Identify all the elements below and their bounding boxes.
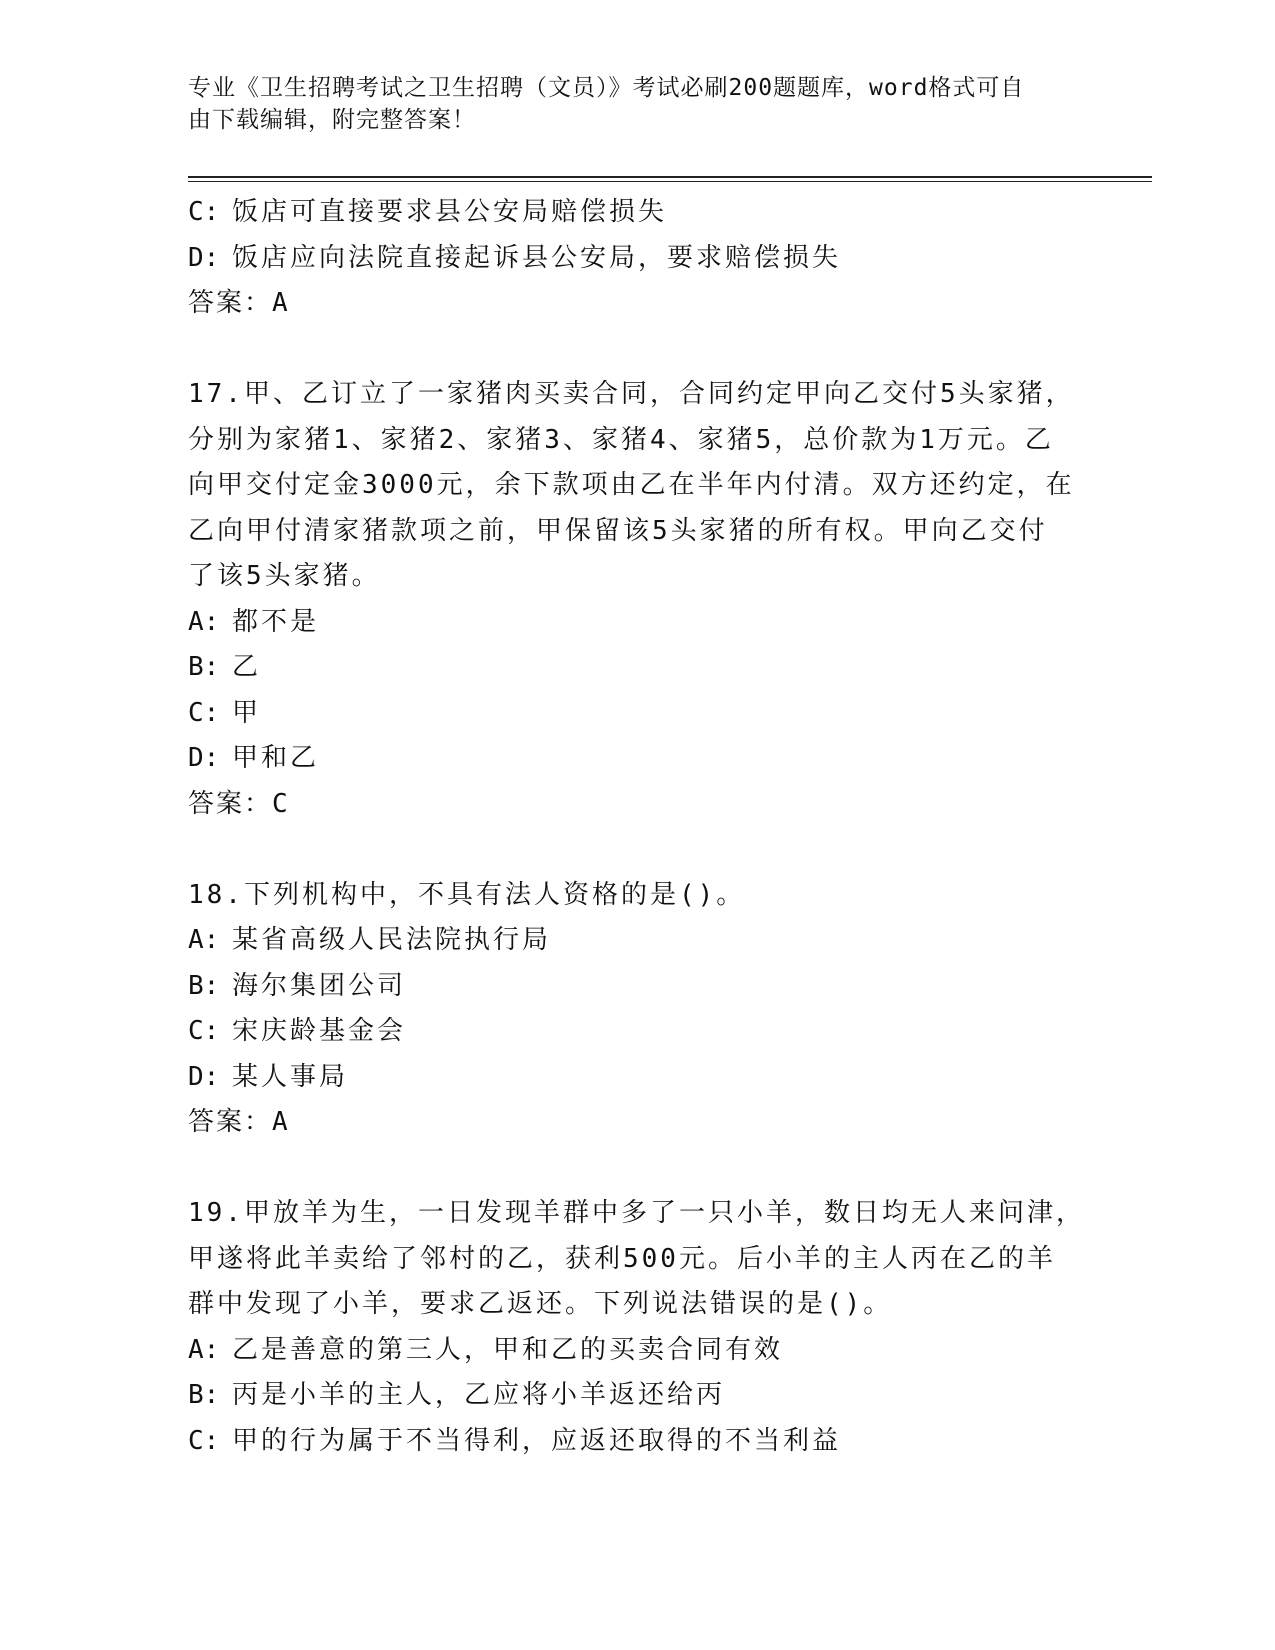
- question-17-line-2: 分别为家猪1、家猪2、家猪3、家猪4、家猪5，总价款为1万元。乙: [188, 424, 1054, 455]
- answer-prev: 答案：A: [188, 288, 290, 318]
- question-18-option-d: D: 某人事局: [188, 1061, 349, 1092]
- question-19-option-a: A: 乙是善意的第三人，甲和乙的买卖合同有效: [188, 1334, 784, 1365]
- question-17-line-1: 17.甲、乙订立了一家猪肉买卖合同，合同约定甲向乙交付5头家猪，: [188, 379, 1075, 409]
- question-19-line-2: 甲遂将此羊卖给了邻村的乙，获利500元。后小羊的主人丙在乙的羊: [188, 1243, 1056, 1274]
- question-18: [188, 873, 1088, 1146]
- option-prev-c: C: 饭店可直接要求县公安局赔偿损失: [188, 197, 668, 227]
- spacer: [188, 327, 1088, 373]
- question-18-line-1: 18.下列机构中，不具有法人资格的是()。: [188, 879, 746, 910]
- question-list: [188, 190, 1088, 1464]
- header-line-1: 专业《卫生招聘考试之卫生招聘（文员）》考试必刷200题题库，word格式可自: [188, 75, 1025, 101]
- question-17-option-a: A: 都不是: [188, 606, 320, 637]
- question-17-line-3: 向甲交付定金3000元，余下款项由乙在半年内付清。双方还约定，在: [188, 470, 1075, 500]
- spacer: [188, 827, 1088, 873]
- question-17-option-c: C: 甲: [188, 697, 262, 728]
- question-17: [188, 372, 1088, 827]
- question-18-option-c: C: 宋庆龄基金会: [188, 1016, 407, 1046]
- question-17-option-b: B: 乙: [188, 652, 262, 682]
- question-18-answer: 答案：A: [188, 1107, 290, 1137]
- question-19-line-1: 19.甲放羊为生，一日发现羊群中多了一只小羊，数日均无人来问津，: [188, 1198, 1085, 1228]
- question-19-option-c: C: 甲的行为属于不当得利，应返还取得的不当利益: [188, 1425, 842, 1456]
- question-17-line-5: 了该5头家猪。: [188, 561, 381, 591]
- question-17-line-4: 乙向甲付清家猪款项之前，甲保留该5头家猪的所有权。甲向乙交付: [188, 515, 1048, 546]
- question-19-option-b: B: 丙是小羊的主人，乙应将小羊返还给丙: [188, 1380, 726, 1410]
- question-19: [188, 1191, 1088, 1464]
- question-18-option-b: B: 海尔集团公司: [188, 970, 407, 1001]
- document-header: [188, 72, 1068, 136]
- option-prev-d: D: 饭店应向法院直接起诉县公安局，要求赔偿损失: [188, 242, 842, 273]
- header-rule-thin: [188, 181, 1152, 182]
- question-18-option-a: A: 某省高级人民法院执行局: [188, 925, 552, 955]
- header-line-2: 由下载编辑，附完整答案！: [188, 107, 476, 133]
- question-19-line-3: 群中发现了小羊，要求乙返还。下列说法错误的是()。: [188, 1289, 893, 1319]
- question-17-answer: 答案：C: [188, 788, 290, 819]
- spacer: [188, 1146, 1088, 1192]
- header-rule-thick: [188, 176, 1152, 178]
- question-17-option-d: D: 甲和乙: [188, 743, 320, 773]
